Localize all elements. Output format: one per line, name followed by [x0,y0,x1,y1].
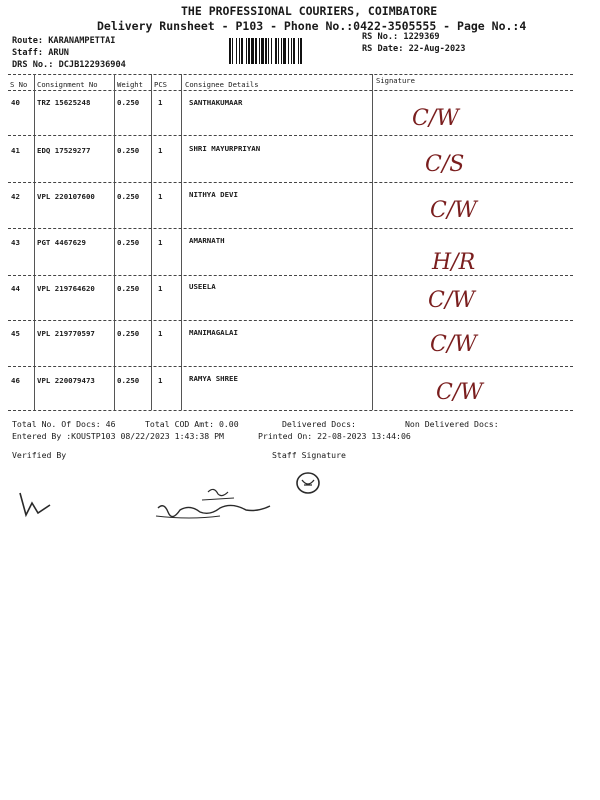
staff-signature-label: Staff Signature [272,450,346,460]
row-divider [8,320,573,321]
row-consignment-no: VPL 220079473 [37,376,95,385]
row-sno: 41 [11,146,20,155]
row-divider [8,275,573,276]
delivered-docs: Delivered Docs: [282,419,356,429]
drs-number: DRS No.: DCJB122936904 [12,60,126,70]
company-title: THE PROFESSIONAL COURIERS, COIMBATORE [181,4,438,18]
row-consignment-no: TRZ 15625248 [37,98,91,107]
row-weight: 0.250 [117,146,140,155]
row-pcs: 1 [158,284,163,293]
barcode-bar [236,38,237,64]
row-consignee: NITHYA DEVI [189,190,238,199]
total-docs: Total No. Of Docs: 46 [12,419,116,429]
printed-on: Printed On: 22-08-2023 13:44:06 [258,431,411,441]
row-consignment-no: VPL 219764620 [37,284,95,293]
row-signature: C/W [430,332,477,357]
row-sno: 42 [11,192,20,201]
barcode-bar [251,38,254,64]
column-header-consignee: Consignee Details [185,80,259,89]
row-consignment-no: VPL 219770597 [37,329,95,338]
row-weight: 0.250 [117,284,140,293]
row-weight: 0.250 [117,98,140,107]
row-consignee: RAMYA SHREE [189,374,238,383]
column-header-sno: S No [10,80,28,89]
row-pcs: 1 [158,376,163,385]
total-cod-amount: Total COD Amt: 0.00 [145,419,239,429]
runsheet-title: Delivery Runsheet - P103 - Phone No.:0422-3505555 - Page No.:4 [97,19,527,33]
row-consignee: MANIMAGALAI [189,328,238,337]
barcode-bar [298,38,299,64]
row-sno: 40 [11,98,20,107]
rs-number: RS No.: 1229369 [362,32,440,42]
row-signature: C/W [428,288,475,313]
staff-label: Staff: ARUN [12,48,69,58]
barcode-bar [283,38,286,64]
row-consignment-no: VPL 220107600 [37,192,95,201]
column-header-consignment: Consignment No [37,80,98,89]
verified-by-label: Verified By [12,450,67,460]
column-divider [114,74,115,410]
row-pcs: 1 [158,192,163,201]
rs-date: RS Date: 22-Aug-2023 [362,44,466,54]
row-consignee: SANTHAKUMAAR [189,98,243,107]
barcode-bar [229,38,231,64]
column-header-weight: Weight [117,80,143,89]
barcode-bar [265,38,267,64]
stamp-mark [294,470,322,496]
barcode-bar [268,38,269,64]
row-pcs: 1 [158,146,163,155]
barcode-bar [255,38,257,64]
barcode-bar [275,38,277,64]
row-signature: C/W [412,106,459,131]
row-consignment-no: PGT 4467629 [37,238,86,247]
non-delivered-docs: Non Delivered Docs: [405,419,499,429]
row-sno: 44 [11,284,20,293]
barcode-bar [300,38,302,64]
row-signature: C/W [430,198,477,223]
barcode-bar [239,38,240,64]
row-signature: C/S [425,152,465,177]
column-divider [34,74,35,410]
row-weight: 0.250 [117,192,140,201]
row-sno: 43 [11,238,20,247]
row-sno: 45 [11,329,20,338]
row-divider [8,228,573,229]
row-weight: 0.250 [117,238,140,247]
barcode-image [229,38,354,64]
row-weight: 0.250 [117,329,140,338]
table-bottom-rule [8,410,573,411]
row-pcs: 1 [158,238,163,247]
table-header-rule [8,90,573,91]
barcode-bar [261,38,264,64]
row-divider [8,366,573,367]
barcode-bar [293,38,295,64]
column-header-signature: Signature [376,76,415,85]
barcode-bar [248,38,250,64]
barcode-bar [278,38,279,64]
barcode-bar [241,38,243,64]
column-header-pcs: PCS [154,80,167,89]
row-consignee: USEELA [189,282,216,291]
table-top-rule [8,74,573,75]
route-label: Route: KARANAMPETTAI [12,36,116,46]
barcode-bar [246,38,247,64]
row-consignee: SHRI MAYURPRIYAN [189,144,261,153]
barcode-bar [288,38,289,64]
entered-by: Entered By :KOUSTP103 08/22/2023 1:43:38 PM [12,431,224,441]
row-sno: 46 [11,376,20,385]
row-signature: C/W [436,380,483,405]
row-pcs: 1 [158,98,163,107]
barcode-bar [291,38,292,64]
row-weight: 0.250 [117,376,140,385]
column-divider [372,74,373,410]
barcode-bar [281,38,282,64]
verifier-signature [16,485,56,525]
row-pcs: 1 [158,329,163,338]
column-divider [181,74,182,410]
barcode-bar [271,38,272,64]
barcode-bar [232,38,233,64]
row-signature: H/R [432,250,476,275]
row-consignee: AMARNATH [189,236,225,245]
row-consignment-no: EDQ 17529277 [37,146,91,155]
staff-handwritten-signature [150,482,280,526]
row-divider [8,135,573,136]
column-divider [151,74,152,410]
barcode-bar [259,38,260,64]
row-divider [8,182,573,183]
